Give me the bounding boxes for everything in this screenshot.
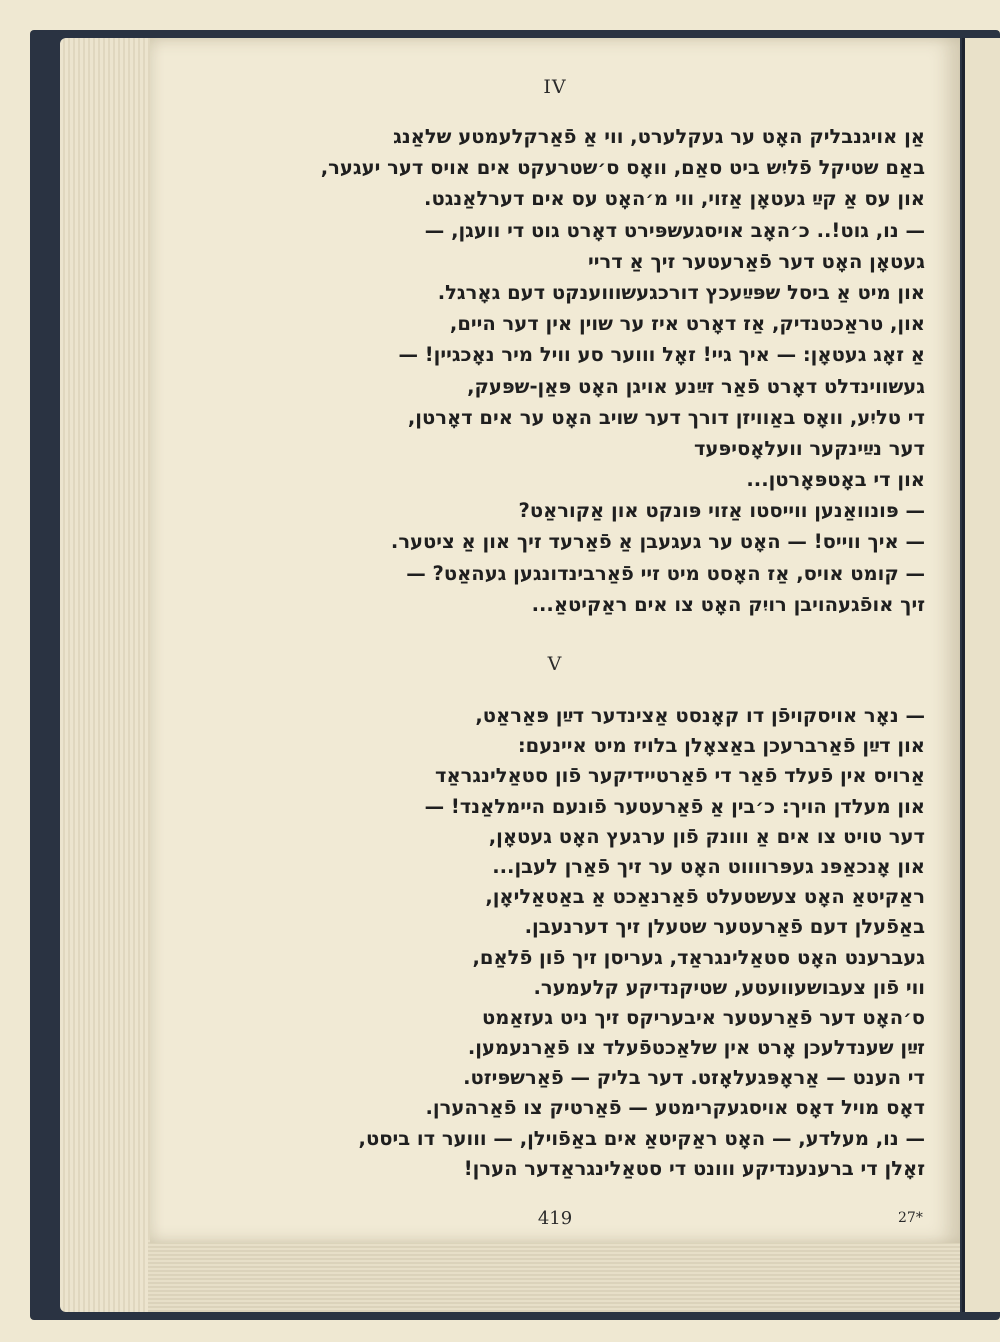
page-edges-left — [60, 38, 155, 1312]
poem-line: און מעלדן הויך: כ׳בין אַ פֿאַרעטער פֿונעם היימלאַנד! — — [424, 794, 925, 818]
poem-line: דער נײַינקער וועלאָסיפּעד — [693, 436, 925, 460]
poem-line: געשווינדלט דאָרט פֿאַר זײַנע אויגן האָט פּאַן-שפּעק, — [467, 374, 925, 398]
book-page — [150, 38, 960, 1243]
poem-line: — נו, מעלדע, — האָט ראַקיטאַ אים באַפֿוילן, — וווער דו ביסט, — [358, 1126, 925, 1150]
poem-line: געטאָן האָט דער פֿאַרעטער זיך אַ דריי — [587, 249, 925, 273]
poem-line: — נאָר אויסקויפֿן דו קאָנסט אַצינדער דײַן פּאַראַט, — [475, 704, 925, 727]
poem-line: אַן אויגנבליק האָט ער געקלערט, ווי אַ פֿאַרקלעמטע שלאַנג — [393, 125, 925, 148]
poem-line: די טליִע, וואָס באַוויזן דורך דער שויב האָט ער אים דאָרטן, — [407, 405, 925, 429]
poem-line: זיך אופֿגעהויבן רויִק האָט צו אים ראַקיטאַ... — [531, 592, 925, 616]
poem-line: ראַקיטאַ האָט צעשטעלט פֿאַרנאַכט אַ באַטאַליאָן, — [485, 885, 925, 909]
poem-line: די הענט — אַראָפּגעלאָזט. דער בליק — פֿאַרשפּיזט. — [463, 1066, 925, 1090]
poem-line: — נו, גוט!.. כ׳האָב אויסגעשפּירט דאָרט גוט די וועגן, — — [424, 218, 925, 242]
signature-mark: 27* — [898, 1210, 923, 1226]
poem-line: זאָלן די ברענענדיקע ווונט די סטאַלינגראַדער הערן! — [463, 1156, 925, 1180]
poem-section-iv — [205, 121, 925, 620]
poem-line: דער טויט צו אים אַ ווונק פֿון ערגעץ האָט געטאָן, — [488, 824, 925, 848]
poem-line: און די באָטפּאָרטן... — [746, 468, 925, 492]
page-edges-bottom — [148, 1240, 960, 1312]
poem-line: זײַן שענדלעכן אָרט אין שלאַכטפֿעלד צו פֿאַרנעמען. — [467, 1036, 925, 1060]
next-page-edge — [962, 38, 1000, 1312]
poem-line: און, טראַכטנדיק, אַז דאָרט איז ער שוין אין דער היים, — [449, 312, 925, 336]
poem-line: — פּונוואַנען ווייסטו אַזוי פּונקט און אַקוראַט? — [518, 499, 925, 523]
poem-line: — קומט אויס, אַז האָסט מיט זיי פֿאַרבינדונגען געהאַט? — — [406, 561, 925, 585]
page-number: 419 — [537, 1208, 573, 1229]
poem-section-v — [205, 701, 925, 1184]
poem-line: באַפֿעלן דעם פֿאַרעטער שטעלן זיך דערנעבן. — [524, 915, 925, 939]
poem-line: אַ זאָג געטאָן: — איך גיי! זאָל וווער סע וויל מיר נאָכגיין! — — [398, 343, 925, 367]
poem-line: געברענט האָט סטאַלינגראַד, געריסן זיך פֿון פֿלאַם, — [472, 945, 925, 969]
section-heading-v: V — [547, 653, 563, 675]
poem-line: און אָנכאַפּנ געפּרווווט האָט ער זיך פֿאַרן לעבן... — [492, 854, 925, 878]
poem-line: אַרויס אין פֿעלד פֿאַר די פֿאַרטיידיקער פֿון סטאַלינגראַד — [435, 764, 925, 788]
poem-line: און עס אַ קײַ געטאָן אַזוי, ווי מ׳האָט עס אים דערלאַנגט. — [424, 187, 925, 211]
poem-line: ווי פֿון צעבושעוועטע, שטיקנדיקע קלעמער. — [533, 975, 925, 999]
poem-line: ס׳האָט דער פֿאַרעטער איבעריקס זיך ניט געזאַמט — [482, 1005, 925, 1029]
poem-line: באַם שטיקל פֿליִש ביט סאַם, וואָס ס׳שטרעקט אים אויס דער יעגער, — [320, 156, 925, 180]
poem-line: דאָס מויל דאָס אויסגעקרימטע — פֿאַרטיק צו פֿאַרהערן. — [425, 1096, 925, 1120]
section-heading-iv: IV — [543, 76, 567, 98]
poem-line: — איך ווייס! — האָט ער געגעבן אַ פֿאַרעד זיך און אַ ציטער. — [390, 530, 925, 554]
poem-line: און דײַן פֿאַרברעכן באַצאָלן בלויז מיט איינעם: — [517, 734, 925, 758]
poem-line: און מיט אַ ביסל שפּײַעכץ דורכגעשוווענקט דעם גאָרגל. — [437, 280, 925, 304]
